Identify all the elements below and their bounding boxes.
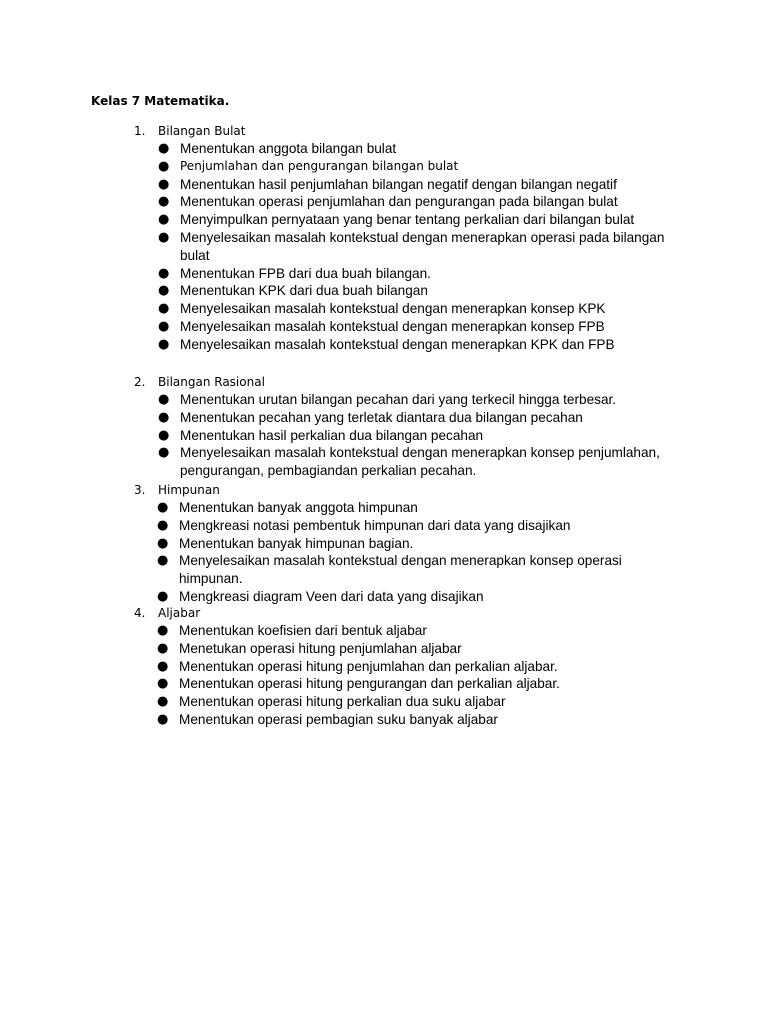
bullet-icon: ●: [158, 445, 170, 461]
bullet-icon: ●: [157, 517, 169, 533]
list-item: [0, 622, 677, 640]
section-number: 1.: [134, 124, 146, 138]
list-item-text: Menetukan operasi hitung penjumlahan aljabar: [179, 640, 462, 656]
bullet-icon: ●: [157, 553, 169, 569]
list-item-text: Menentukan operasi penjumlahan dan pengurangan pada bilangan bulat: [180, 194, 618, 210]
bullet-icon: ●: [157, 640, 169, 656]
section-title: Himpunan: [158, 483, 220, 497]
list-item-text: Menentukan operasi hitung penjumlahan dan perkalian aljabar.: [179, 658, 558, 674]
list-item: [0, 499, 677, 517]
bullet-icon: ●: [158, 158, 170, 174]
list-item: [0, 318, 678, 336]
list-item: [0, 391, 678, 409]
bullet-icon: ●: [158, 212, 170, 228]
bullet-list: [0, 499, 768, 606]
bullet-icon: ●: [157, 658, 169, 674]
list-item-text: Menentukan hasil perkalian dua bilangan pecahan: [180, 427, 484, 443]
section-title: Bilangan Bulat: [158, 124, 246, 138]
list-item-text: Menentukan urutan bilangan pecahan dari yang terkecil hingga terbesar.: [180, 392, 617, 407]
section-number: 3.: [134, 483, 146, 497]
bullet-icon: ●: [157, 623, 169, 638]
list-item-text: Menyelesaikan masalah kontekstual dengan menerapkan konsep KPK: [180, 301, 606, 317]
list-item: [0, 535, 677, 553]
list-item: [0, 158, 678, 176]
list-item-text: Mengkreasi diagram Veen dari data yang disajikan: [179, 588, 484, 604]
list-item: [0, 658, 677, 676]
list-item-text: Menyelesaikan masalah kontekstual dengan menerapkan operasi pada bilangan bulat: [180, 229, 665, 263]
section-title: Aljabar: [158, 606, 201, 620]
section-number: 4.: [134, 606, 146, 620]
list-item: [0, 552, 677, 588]
bullet-icon: ●: [158, 409, 170, 425]
bullet-icon: ●: [158, 194, 170, 210]
list-item-text: Menentukan FPB dari dua buah bilangan.: [180, 265, 431, 281]
bullet-list: [0, 622, 768, 729]
list-item: [0, 300, 678, 318]
list-item-text: Penjumlahan dan pengurangan bilangan bulat: [180, 158, 459, 173]
list-item: [0, 140, 678, 158]
list-item-text: Menentukan operasi pembagian suku banyak aljabar: [179, 711, 498, 727]
list-item: [0, 675, 677, 693]
bullet-icon: ●: [158, 283, 170, 299]
bullet-icon: ●: [157, 711, 169, 727]
list-item-text: Menyelesaikan masalah kontekstual dengan menerapkan konsep FPB: [180, 318, 605, 334]
list-item: [0, 711, 677, 729]
list-item: [0, 229, 678, 265]
list-item-text: Menentukan banyak anggota himpunan: [179, 500, 418, 515]
bullet-icon: ●: [158, 229, 170, 245]
list-item: [0, 193, 678, 211]
section-title: Bilangan Rasional: [158, 375, 265, 389]
bullet-icon: ●: [157, 535, 169, 551]
bullet-icon: ●: [157, 676, 169, 692]
bullet-list: [0, 391, 768, 480]
list-item-text: Menyelesaikan masalah kontekstual dengan menerapkan konsep penjumlahan, pengurangan, pembagiandan perkalian pecahan.: [180, 445, 660, 479]
bullet-icon: ●: [158, 336, 170, 352]
bullet-list: [0, 140, 768, 354]
bullet-icon: ●: [158, 265, 170, 281]
list-item: [0, 336, 678, 354]
list-item: [0, 282, 678, 300]
list-item: [0, 444, 678, 480]
section-number: 2.: [134, 375, 146, 389]
list-item-text: Menyimpulkan pernyataan yang benar tentang perkalian dari bilangan bulat: [180, 212, 635, 228]
bullet-icon: ●: [158, 318, 170, 334]
list-item: [0, 265, 678, 283]
list-item: [0, 693, 677, 711]
list-item-text: Menentukan banyak himpunan bagian.: [179, 535, 414, 551]
list-item: [0, 176, 678, 194]
document-title: Kelas 7 Matematika.: [91, 94, 230, 108]
bullet-icon: ●: [158, 301, 170, 317]
list-item-text: Menentukan pecahan yang terletak diantara dua bilangan pecahan: [180, 409, 583, 425]
list-item-text: Menentukan koefisien dari bentuk aljabar: [179, 623, 427, 638]
list-item: [0, 409, 678, 427]
list-item: [0, 588, 677, 606]
list-item-text: Menentukan hasil penjumlahan bilangan negatif dengan bilangan negatif: [180, 176, 617, 192]
list-item-text: Menyelesaikan masalah kontekstual dengan menerapkan konsep operasi himpunan.: [179, 553, 622, 587]
list-item-text: Menentukan anggota bilangan bulat: [180, 141, 397, 156]
bullet-icon: ●: [158, 392, 170, 407]
list-item: [0, 517, 677, 535]
list-item: [0, 427, 678, 445]
list-item: [0, 640, 677, 658]
list-item: [0, 211, 678, 229]
list-item-text: Menyelesaikan masalah kontekstual dengan menerapkan KPK dan FPB: [180, 336, 615, 352]
bullet-icon: ●: [158, 427, 170, 443]
bullet-icon: ●: [157, 500, 169, 515]
list-item-text: Mengkreasi notasi pembentuk himpunan dari data yang disajikan: [179, 517, 571, 533]
bullet-icon: ●: [158, 176, 170, 192]
bullet-icon: ●: [158, 141, 170, 156]
list-item-text: Menentukan KPK dari dua buah bilangan: [180, 283, 428, 299]
bullet-icon: ●: [157, 588, 169, 604]
list-item-text: Menentukan operasi hitung perkalian dua suku aljabar: [179, 694, 506, 710]
list-item-text: Menentukan operasi hitung pengurangan dan perkalian aljabar.: [179, 676, 560, 692]
bullet-icon: ●: [157, 694, 169, 710]
